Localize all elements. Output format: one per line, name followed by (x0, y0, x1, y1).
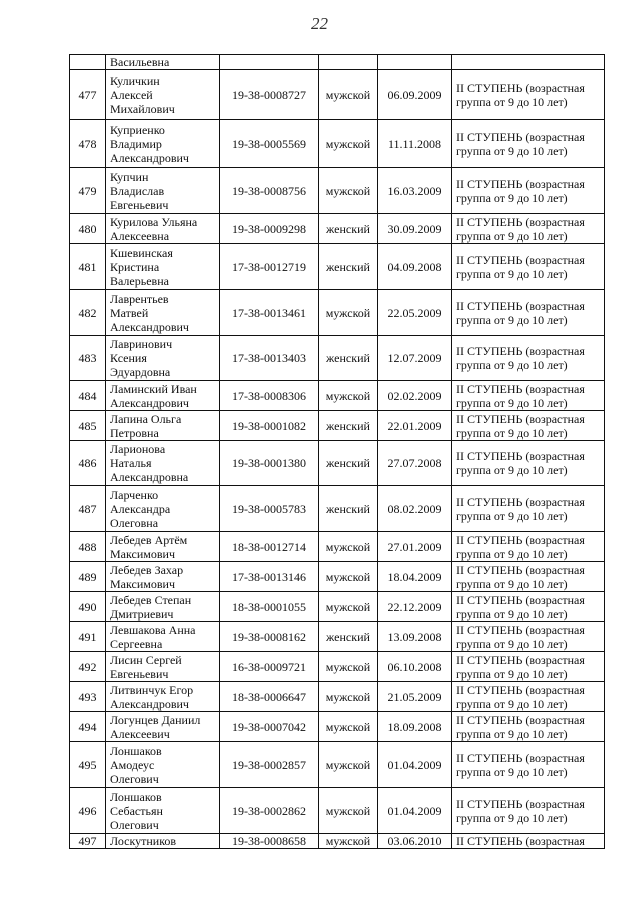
birth-date-cell: 02.02.2009 (378, 381, 452, 411)
full-name-cell (106, 592, 220, 622)
full-name-line: Наталья (110, 456, 152, 470)
age-group-cell (452, 652, 605, 682)
birth-date-cell: 03.06.2010 (378, 834, 452, 849)
row-number-cell: 485 (70, 411, 106, 441)
full-name-cell (106, 290, 220, 336)
full-name-cell (106, 381, 220, 411)
full-name-line: Эдуардовна (110, 365, 171, 379)
full-name-cell (106, 532, 220, 562)
full-name-line: Лоскутников (110, 834, 177, 848)
full-name-line: Лебедев Степан (110, 592, 192, 607)
full-name-line: Ларионова (110, 442, 166, 456)
table-row (70, 70, 605, 120)
table-row (70, 290, 605, 336)
birth-date-cell: 21.05.2009 (378, 682, 452, 712)
gender-cell: женский (319, 441, 378, 486)
age-group-line: II СТУПЕНЬ (возрастная (456, 712, 585, 727)
age-group-line: группа от 9 до 10 лет) (456, 666, 568, 681)
row-number-cell: 489 (70, 562, 106, 592)
row-number-cell: 495 (70, 742, 106, 788)
age-group-line: группа от 9 до 10 лет) (456, 463, 568, 477)
row-number-cell: 483 (70, 336, 106, 381)
full-name-line: Валерьевна (110, 273, 169, 288)
age-group-line: II СТУПЕНЬ (возрастная (456, 622, 585, 637)
full-name-line: Лебедев Захар (110, 562, 184, 577)
full-name-line: Лебедев Артём (110, 532, 188, 547)
id-number-cell: 19-38-0008162 (220, 622, 319, 652)
full-name-cell (106, 120, 220, 168)
age-group-line: II СТУПЕНЬ (возрастная (456, 176, 585, 191)
gender-cell: мужской (319, 652, 378, 682)
athlete-table-body (70, 55, 605, 849)
age-group-line: группа от 9 до 10 лет) (456, 312, 568, 327)
age-group-line: группа от 9 до 10 лет) (456, 764, 568, 779)
full-name-line: Курилова Ульяна (110, 214, 198, 229)
full-name-cell (106, 562, 220, 592)
age-group-cell (452, 336, 605, 381)
age-group-line: II СТУПЕНЬ (возрастная (456, 592, 585, 607)
full-name-line: Евгеньевич (110, 666, 169, 681)
age-group-line: II СТУПЕНЬ (возрастная (456, 381, 585, 396)
gender-cell: мужской (319, 834, 378, 849)
table-row (70, 712, 605, 742)
page-number: 22 (311, 14, 328, 33)
full-name-line: Олегович (110, 771, 159, 786)
id-number-cell: 19-38-0002857 (220, 742, 319, 788)
row-number-cell: 492 (70, 652, 106, 682)
id-number-cell: 18-38-0006647 (220, 682, 319, 712)
table-row (70, 742, 605, 788)
age-group-cell (452, 441, 605, 486)
table-row (70, 652, 605, 682)
full-name-line: Купчин (110, 169, 149, 184)
id-number-cell: 17-38-0013461 (220, 290, 319, 336)
age-group-cell (452, 532, 605, 562)
full-name-cell (106, 742, 220, 788)
age-group-line: II СТУПЕНЬ (возрастная (456, 80, 585, 95)
gender-cell (319, 55, 378, 70)
id-number-cell: 19-38-0008727 (220, 70, 319, 120)
id-number-cell (220, 55, 319, 70)
row-number-cell: 480 (70, 214, 106, 244)
id-number-cell: 19-38-0005783 (220, 486, 319, 532)
table-row (70, 120, 605, 168)
age-group-line: группа от 9 до 10 лет) (456, 726, 568, 741)
id-number-cell: 19-38-0005569 (220, 120, 319, 168)
age-group-line: группа от 9 до 10 лет) (456, 576, 568, 591)
full-name-line: Александрович (110, 150, 189, 165)
row-number-cell: 481 (70, 244, 106, 290)
table-row (70, 486, 605, 532)
age-group-line: II СТУПЕНЬ (возрастная (456, 344, 585, 358)
age-group-cell (452, 120, 605, 168)
full-name-line: Александрович (110, 395, 189, 410)
full-name-line: Логунцев Даниил (110, 712, 201, 727)
row-number-cell: 497 (70, 834, 106, 849)
birth-date-cell: 18.04.2009 (378, 562, 452, 592)
age-group-line: II СТУПЕНЬ (возрастная (456, 750, 585, 765)
gender-cell: мужской (319, 168, 378, 214)
row-number-cell (70, 55, 106, 70)
gender-cell: женский (319, 411, 378, 441)
age-group-cell (452, 788, 605, 834)
age-group-cell (452, 70, 605, 120)
age-group-line: II СТУПЕНЬ (возрастная (456, 214, 585, 229)
full-name-cell (106, 214, 220, 244)
full-name-line: Лоншаков (110, 789, 162, 804)
birth-date-cell: 06.09.2009 (378, 70, 452, 120)
id-number-cell: 19-38-0008658 (220, 834, 319, 849)
age-group-cell (452, 214, 605, 244)
full-name-line: Левшакова Анна (110, 622, 196, 637)
birth-date-cell: 18.09.2008 (378, 712, 452, 742)
full-name-line: Александрович (110, 319, 189, 334)
gender-cell: женский (319, 336, 378, 381)
age-group-line: II СТУПЕНЬ (возрастная (456, 532, 585, 547)
birth-date-cell: 27.01.2009 (378, 532, 452, 562)
age-group-cell (452, 486, 605, 532)
age-group-cell (452, 381, 605, 411)
table-row (70, 214, 605, 244)
id-number-cell: 19-38-0009298 (220, 214, 319, 244)
gender-cell: мужской (319, 532, 378, 562)
full-name-line: Ламинский Иван (110, 381, 197, 396)
gender-cell: женский (319, 622, 378, 652)
id-number-cell: 18-38-0001055 (220, 592, 319, 622)
row-number-cell: 488 (70, 532, 106, 562)
age-group-line: группа от 9 до 10 лет) (456, 228, 568, 243)
full-name-cell (106, 70, 220, 120)
athlete-table (69, 54, 605, 849)
full-name-line: Дмитриевич (110, 606, 174, 621)
age-group-cell (452, 592, 605, 622)
birth-date-cell: 04.09.2008 (378, 244, 452, 290)
table-row (70, 168, 605, 214)
age-group-line: группа от 9 до 10 лет) (456, 696, 568, 711)
id-number-cell: 19-38-0007042 (220, 712, 319, 742)
age-group-line: группа от 9 до 10 лет) (456, 606, 568, 621)
full-name-cell (106, 788, 220, 834)
gender-cell: мужской (319, 682, 378, 712)
table-row (70, 381, 605, 411)
full-name-line: Лисин Сергей (110, 652, 182, 667)
gender-cell: мужской (319, 592, 378, 622)
full-name-cell (106, 834, 220, 849)
full-name-cell (106, 411, 220, 441)
birth-date-cell: 16.03.2009 (378, 168, 452, 214)
full-name-line: Алексей (110, 87, 153, 102)
age-group-line: группа от 9 до 10 лет) (456, 94, 568, 109)
full-name-cell (106, 682, 220, 712)
id-number-cell: 17-38-0013403 (220, 336, 319, 381)
age-group-cell (452, 834, 605, 849)
id-number-cell: 18-38-0012714 (220, 532, 319, 562)
row-number-cell: 477 (70, 70, 106, 120)
table-row (70, 682, 605, 712)
birth-date-cell: 13.09.2008 (378, 622, 452, 652)
full-name-line: Владислав (110, 183, 165, 198)
full-name-cell (106, 712, 220, 742)
id-number-cell: 17-38-0013146 (220, 562, 319, 592)
age-group-line: II СТУПЕНЬ (возрастная (456, 652, 585, 667)
age-group-cell (452, 168, 605, 214)
age-group-line: II СТУПЕНЬ (возрастная (456, 494, 585, 509)
full-name-line: Петровна (110, 425, 159, 440)
gender-cell: женский (319, 486, 378, 532)
row-number-cell: 496 (70, 788, 106, 834)
full-name-line: Владимир (110, 136, 162, 151)
full-name-line: Ксения (110, 351, 147, 365)
full-name-line: Литвинчук Егор (110, 682, 194, 697)
full-name-line: Александрович (110, 696, 189, 711)
birth-date-cell: 30.09.2009 (378, 214, 452, 244)
age-group-line: II СТУПЕНЬ (возрастная (456, 562, 585, 577)
birth-date-cell: 01.04.2009 (378, 788, 452, 834)
full-name-line: Алексеевич (110, 726, 170, 741)
birth-date-cell: 27.07.2008 (378, 441, 452, 486)
birth-date-cell (378, 55, 452, 70)
age-group-line: группа от 9 до 10 лет) (456, 425, 568, 440)
full-name-cell (106, 55, 220, 70)
full-name-line: Лавринович (110, 337, 173, 351)
full-name-line: Лоншаков (110, 743, 162, 758)
full-name-line: Васильевна (110, 55, 170, 69)
table-row (70, 411, 605, 441)
age-group-line: группа от 9 до 10 лет) (456, 395, 568, 410)
gender-cell: мужской (319, 120, 378, 168)
row-number-cell: 487 (70, 486, 106, 532)
full-name-cell (106, 486, 220, 532)
full-name-line: Кшевинская (110, 245, 173, 260)
gender-cell: женский (319, 244, 378, 290)
age-group-line: II СТУПЕНЬ (возрастная (456, 129, 585, 144)
table-row (70, 622, 605, 652)
full-name-line: Матвей (110, 305, 149, 320)
table-row (70, 55, 605, 70)
row-number-cell: 486 (70, 441, 106, 486)
birth-date-cell: 22.01.2009 (378, 411, 452, 441)
full-name-line: Себастьян (110, 803, 163, 818)
full-name-line: Алексеевна (110, 228, 170, 243)
age-group-line: II СТУПЕНЬ (возрастная (456, 252, 585, 267)
age-group-cell (452, 411, 605, 441)
row-number-cell: 491 (70, 622, 106, 652)
age-group-cell (452, 712, 605, 742)
age-group-line: группа от 9 до 10 лет) (456, 810, 568, 825)
row-number-cell: 494 (70, 712, 106, 742)
full-name-line: Амодеус (110, 757, 155, 772)
table-row (70, 336, 605, 381)
row-number-cell: 493 (70, 682, 106, 712)
gender-cell: мужской (319, 788, 378, 834)
row-number-cell: 478 (70, 120, 106, 168)
age-group-line: группа от 9 до 10 лет) (456, 190, 568, 205)
age-group-line: группа от 9 до 10 лет) (456, 143, 568, 158)
age-group-line: группа от 9 до 10 лет) (456, 266, 568, 281)
age-group-line: II СТУПЕНЬ (возрастная (456, 411, 585, 426)
age-group-cell (452, 55, 605, 70)
full-name-line: Александра (110, 501, 171, 516)
birth-date-cell: 12.07.2009 (378, 336, 452, 381)
age-group-line: II СТУПЕНЬ (возрастная (456, 796, 585, 811)
full-name-line: Лаврентьев (110, 291, 169, 306)
age-group-line: группа от 9 до 10 лет) (456, 636, 568, 651)
age-group-line: II СТУПЕНЬ (возрастная (456, 298, 585, 313)
id-number-cell: 19-38-0001380 (220, 441, 319, 486)
age-group-line: группа от 9 до 10 лет) (456, 546, 568, 561)
full-name-line: Михайлович (110, 101, 175, 116)
table-row (70, 592, 605, 622)
row-number-cell: 484 (70, 381, 106, 411)
gender-cell: мужской (319, 381, 378, 411)
id-number-cell: 19-38-0002862 (220, 788, 319, 834)
full-name-cell (106, 244, 220, 290)
gender-cell: мужской (319, 70, 378, 120)
row-number-cell: 482 (70, 290, 106, 336)
gender-cell: женский (319, 214, 378, 244)
age-group-cell (452, 682, 605, 712)
age-group-cell (452, 622, 605, 652)
full-name-line: Максимович (110, 546, 175, 561)
full-name-cell (106, 168, 220, 214)
table-row (70, 441, 605, 486)
id-number-cell: 19-38-0008756 (220, 168, 319, 214)
full-name-line: Лапина Ольга (110, 411, 182, 426)
age-group-line: II СТУПЕНЬ (возрастная (456, 834, 585, 848)
age-group-cell (452, 562, 605, 592)
full-name-cell (106, 622, 220, 652)
age-group-cell (452, 742, 605, 788)
age-group-cell (452, 244, 605, 290)
age-group-cell (452, 290, 605, 336)
full-name-cell (106, 336, 220, 381)
birth-date-cell: 22.05.2009 (378, 290, 452, 336)
age-group-line: II СТУПЕНЬ (возрастная (456, 682, 585, 697)
id-number-cell: 19-38-0001082 (220, 411, 319, 441)
row-number-cell: 490 (70, 592, 106, 622)
table-row (70, 244, 605, 290)
id-number-cell: 16-38-0009721 (220, 652, 319, 682)
birth-date-cell: 22.12.2009 (378, 592, 452, 622)
age-group-line: II СТУПЕНЬ (возрастная (456, 449, 585, 463)
full-name-line: Александровна (110, 470, 189, 484)
age-group-line: группа от 9 до 10 лет) (456, 358, 568, 372)
gender-cell: мужской (319, 742, 378, 788)
full-name-line: Сергеевна (110, 636, 163, 651)
full-name-line: Максимович (110, 576, 175, 591)
gender-cell: мужской (319, 562, 378, 592)
full-name-line: Ларченко (110, 487, 159, 502)
table-row (70, 788, 605, 834)
full-name-line: Куличкин (110, 73, 160, 88)
gender-cell: мужской (319, 712, 378, 742)
birth-date-cell: 06.10.2008 (378, 652, 452, 682)
full-name-cell (106, 652, 220, 682)
gender-cell: мужской (319, 290, 378, 336)
birth-date-cell: 11.11.2008 (378, 120, 452, 168)
id-number-cell: 17-38-0008306 (220, 381, 319, 411)
table-row (70, 532, 605, 562)
row-number-cell: 479 (70, 168, 106, 214)
full-name-line: Евгеньевич (110, 197, 169, 212)
full-name-line: Куприенко (110, 122, 165, 137)
birth-date-cell: 01.04.2009 (378, 742, 452, 788)
full-name-line: Олеговна (110, 515, 159, 530)
full-name-cell (106, 441, 220, 486)
age-group-line: группа от 9 до 10 лет) (456, 508, 568, 523)
table-row (70, 562, 605, 592)
table-row (70, 834, 605, 849)
id-number-cell: 17-38-0012719 (220, 244, 319, 290)
birth-date-cell: 08.02.2009 (378, 486, 452, 532)
full-name-line: Олегович (110, 817, 159, 832)
full-name-line: Кристина (110, 259, 160, 274)
